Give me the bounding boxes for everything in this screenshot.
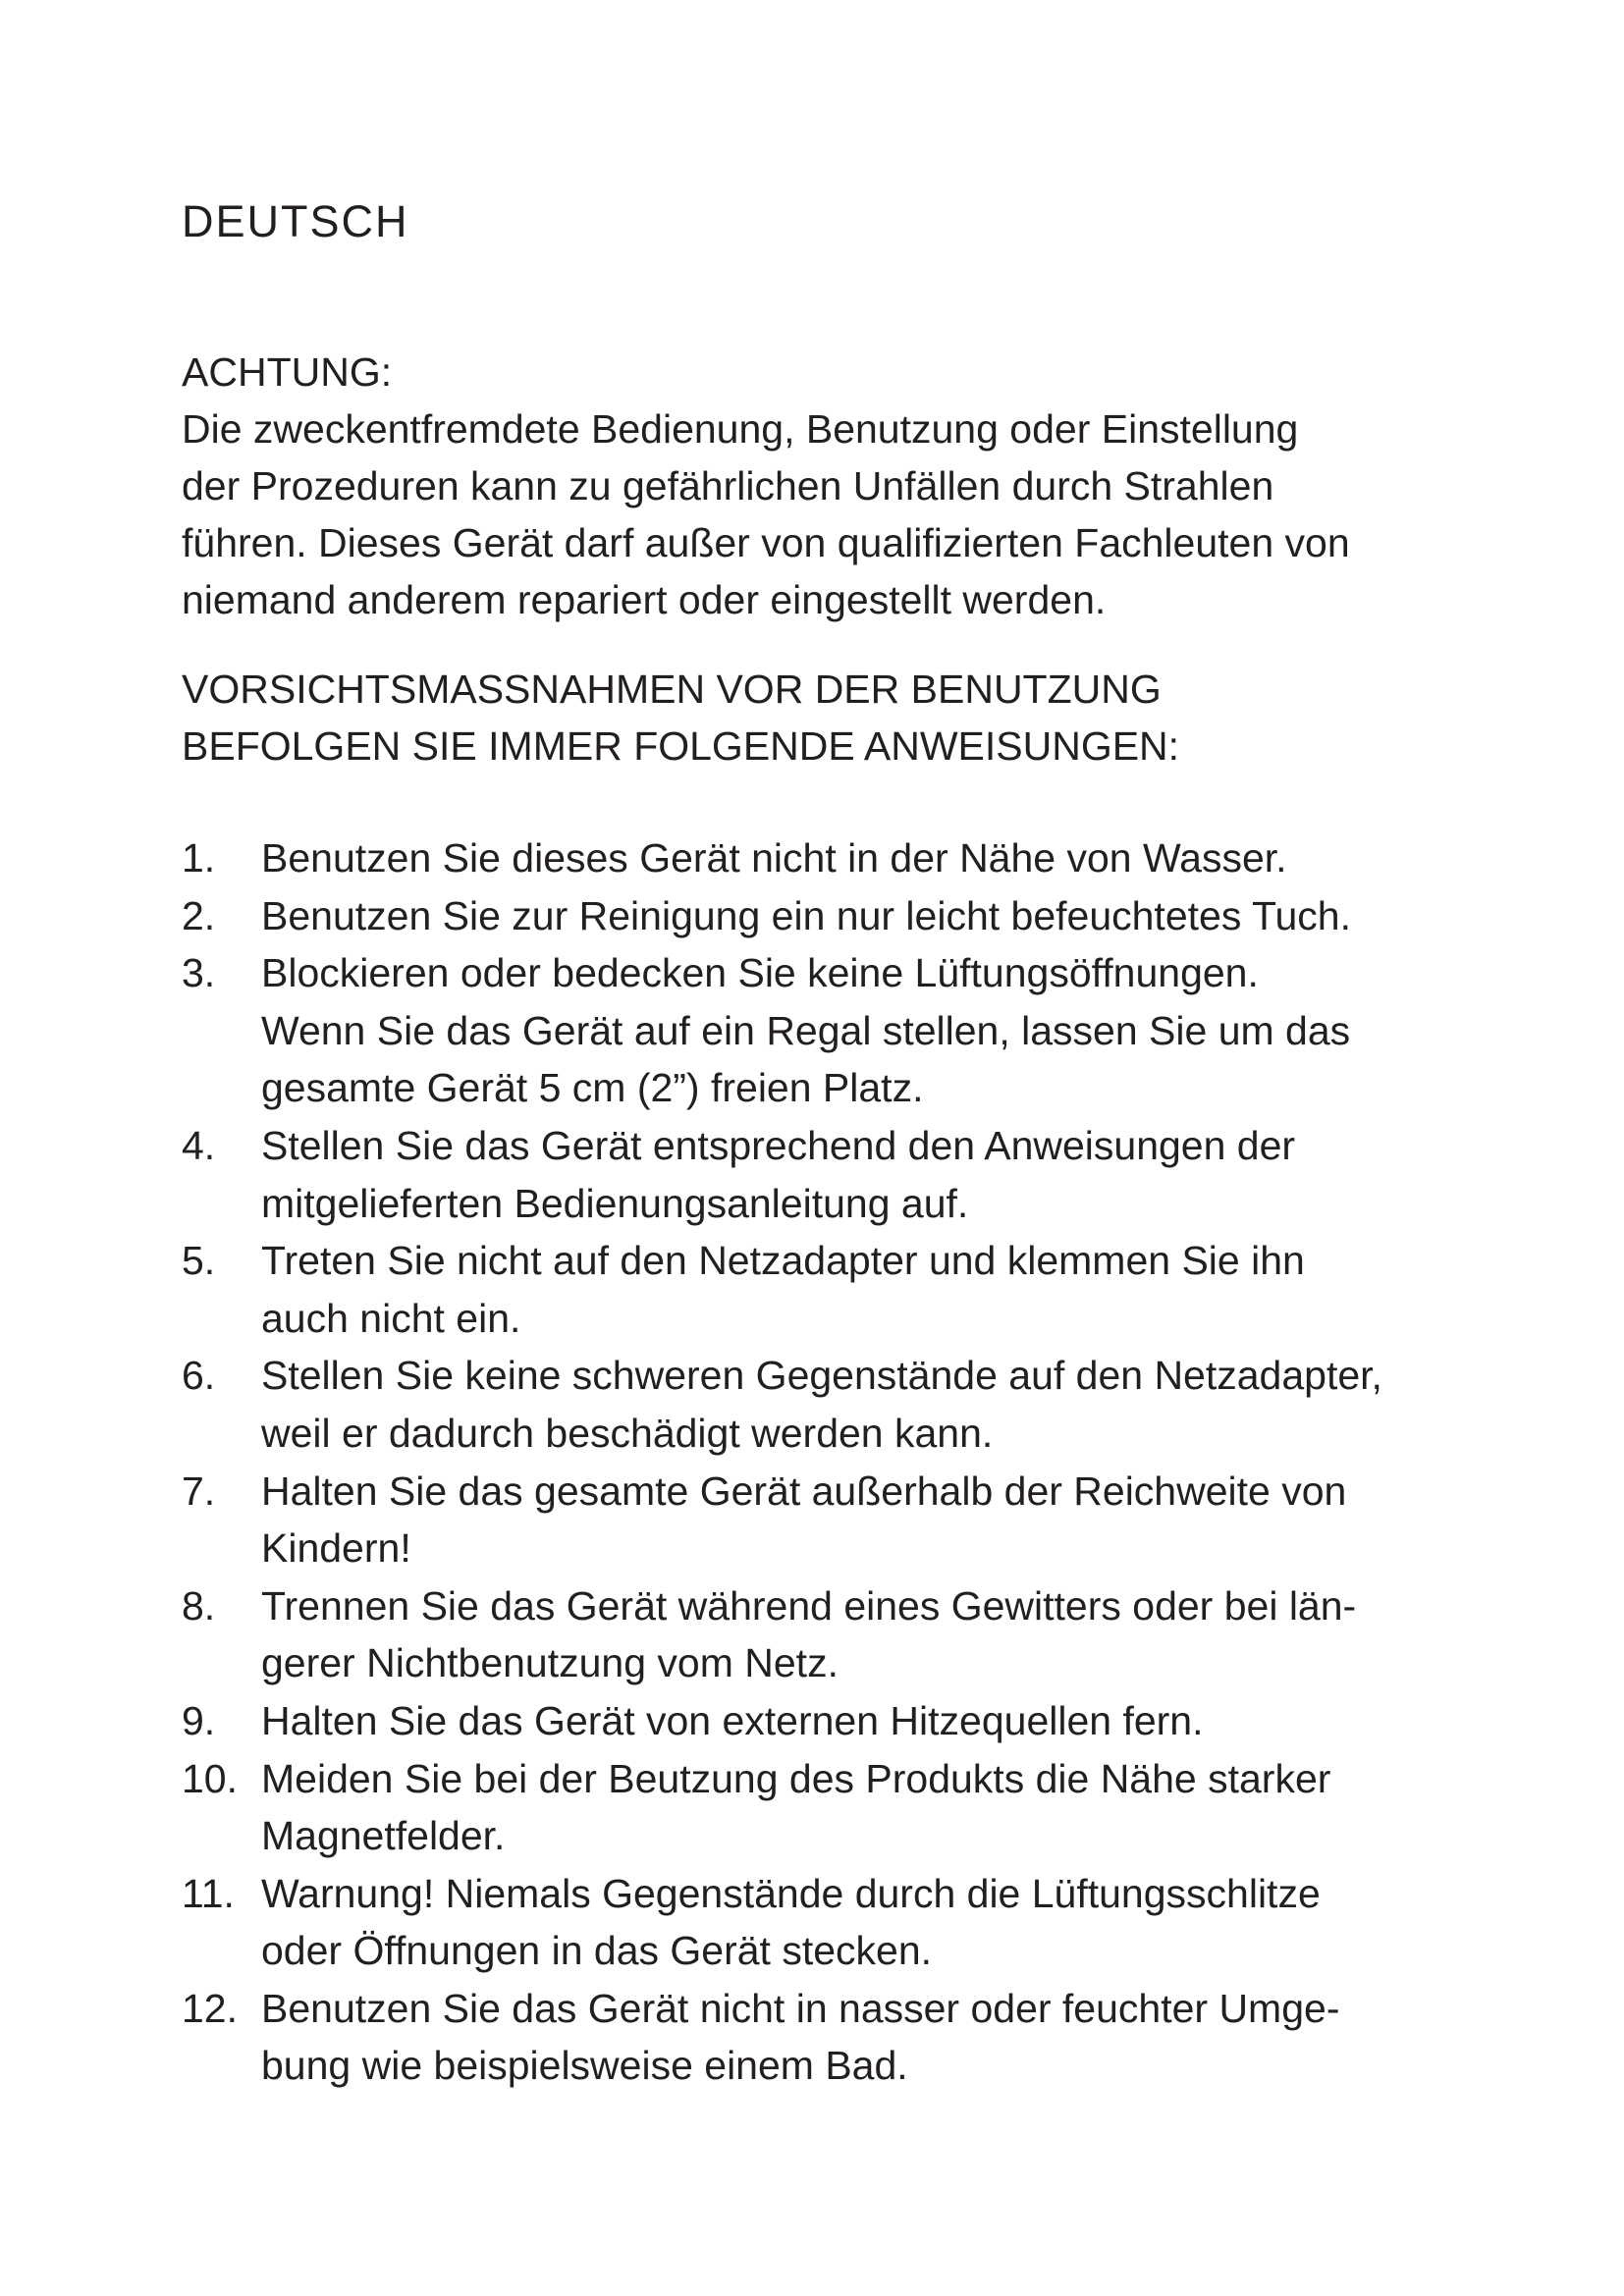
list-item (182, 887, 1497, 945)
list-item (182, 1692, 1497, 1750)
list-item-line: gesamte Gerät 5 cm (2”) freien Platz. (261, 1065, 924, 1111)
list-item (182, 1865, 1497, 1980)
list-item-line: oder Öffnungen in das Gerät stecken. (261, 1928, 933, 1974)
list-item (182, 944, 1497, 1117)
list-item-line: Warnung! Niemals Gegenstände durch die Lüftungsschlitze (261, 1870, 1321, 1916)
list-item-line: gerer Nichtbenutzung vom Netz. (261, 1640, 839, 1686)
list-item-line: Benutzen Sie zur Reinigung ein nur leicht befeuchtetes Tuch. (261, 892, 1351, 938)
list-item-number: 5. (182, 1238, 216, 1284)
language-heading: DEUTSCH (182, 196, 409, 246)
list-item-text (261, 1577, 1497, 1692)
list-item-line: Treten Sie nicht auf den Netzadapter und klemmen Sie ihn (261, 1238, 1305, 1284)
list-item-text (261, 1463, 1497, 1577)
list-item (182, 1980, 1497, 2095)
list-item-text (261, 829, 1497, 887)
list-item-text (261, 1750, 1497, 1865)
list-item-line: weil er dadurch beschädigt werden kann. (261, 1410, 994, 1456)
warning-text-line: Die zweckentfremdete Bedienung, Benutzung oder Einstellung (182, 406, 1299, 452)
list-item-line: Wenn Sie das Gerät auf ein Regal stellen, lassen Sie um das (261, 1007, 1351, 1053)
list-item-line: bung wie beispielsweise einem Bad. (261, 2043, 908, 2089)
precautions-section (182, 661, 1497, 774)
list-item-text (261, 944, 1497, 1117)
list-item-text (261, 887, 1497, 945)
warning-section (182, 344, 1497, 628)
list-item-line: Meiden Sie bei der Beutzung des Produkts die Nähe starker (261, 1755, 1331, 1801)
instructions-list (182, 829, 1497, 2095)
list-item-line: Stellen Sie keine schweren Gegenstände auf den Netzadapter, (261, 1353, 1382, 1399)
list-item (182, 1577, 1497, 1692)
list-item-number: 12. (182, 1985, 238, 2031)
list-item-line: Trennen Sie das Gerät während eines Gewitters oder bei län- (261, 1582, 1357, 1629)
list-item (182, 1117, 1497, 1232)
list-item (182, 829, 1497, 887)
list-item-number: 4. (182, 1122, 216, 1168)
list-item-line: Benutzen Sie das Gerät nicht in nasser oder feuchter Umge- (261, 1985, 1340, 2031)
list-item-number: 10. (182, 1755, 238, 1801)
list-item-line: Stellen Sie das Gerät entsprechend den Anweisungen der (261, 1122, 1296, 1168)
list-item-line: Halten Sie das gesamte Gerät außerhalb der Reichweite von (261, 1468, 1347, 1514)
list-item-line: Blockieren oder bedecken Sie keine Lüftungsöffnungen. (261, 950, 1259, 996)
precautions-heading: VORSICHTSMASSNAHMEN VOR DER BENUTZUNG (182, 667, 1162, 712)
warning-text-line: führen. Dieses Gerät darf außer von qualifizierten Fachleuten von (182, 520, 1350, 565)
warning-heading: ACHTUNG: (182, 349, 393, 395)
list-item (182, 1347, 1497, 1462)
list-item-number: 11. (182, 1870, 235, 1916)
list-item-number: 6. (182, 1353, 216, 1399)
list-item-line: Magnetfelder. (261, 1813, 506, 1859)
list-item-text (261, 1347, 1497, 1462)
list-item-line: Kindern! (261, 1525, 411, 1572)
list-item-text (261, 1865, 1497, 1980)
list-item-text (261, 1232, 1497, 1347)
list-item-number: 8. (182, 1582, 216, 1629)
list-item (182, 1232, 1497, 1347)
list-item-text (261, 1117, 1497, 1232)
warning-text-line: der Prozeduren kann zu gefährlichen Unfällen durch Strahlen (182, 463, 1274, 508)
list-item-number: 2. (182, 892, 216, 938)
list-item-number: 7. (182, 1468, 216, 1514)
list-item-line: mitgelieferten Bedienungsanleitung auf. (261, 1180, 969, 1226)
list-item-number: 9. (182, 1697, 216, 1743)
list-item-line: Benutzen Sie dieses Gerät nicht in der Nähe von Wasser. (261, 835, 1287, 881)
list-item (182, 1750, 1497, 1865)
list-item-text (261, 1692, 1497, 1750)
list-item-number: 3. (182, 950, 216, 996)
list-item-line: auch nicht ein. (261, 1295, 521, 1341)
list-item-text (261, 1980, 1497, 2095)
list-item (182, 1463, 1497, 1577)
list-item-line: Halten Sie das Gerät von externen Hitzequellen fern. (261, 1697, 1204, 1743)
list-item-number: 1. (182, 835, 216, 881)
warning-text-line: niemand anderem repariert oder eingestellt werden. (182, 577, 1107, 622)
precautions-subheading: BEFOLGEN SIE IMMER FOLGENDE ANWEISUNGEN: (182, 723, 1180, 769)
